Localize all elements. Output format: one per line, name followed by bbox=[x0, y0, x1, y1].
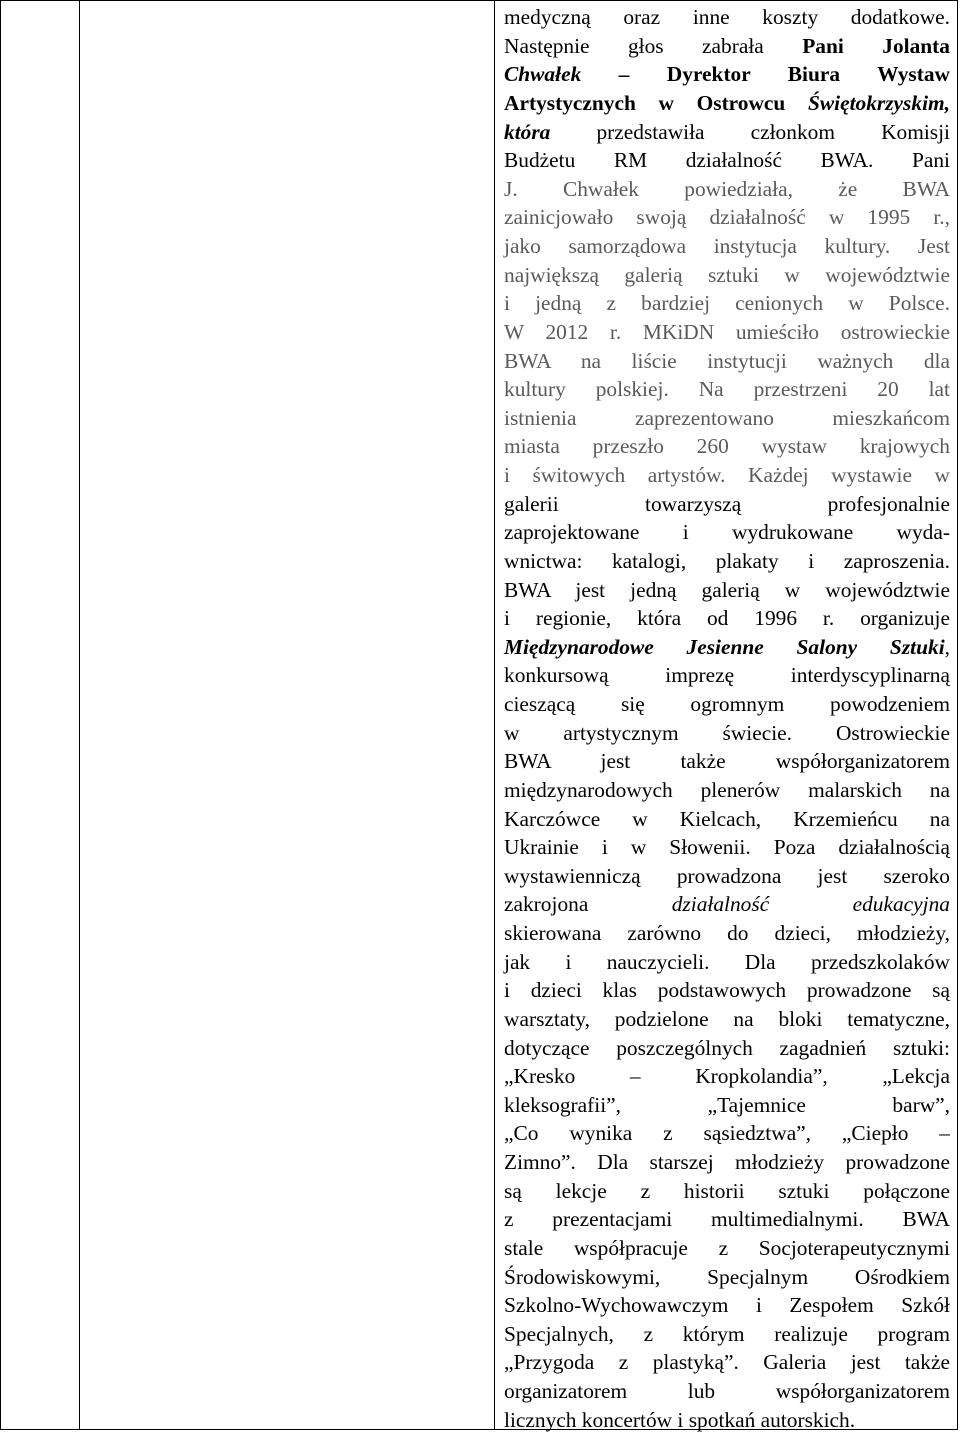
text-segment: Chwałek bbox=[504, 62, 582, 87]
text-line bbox=[504, 1263, 950, 1292]
text-line bbox=[504, 1406, 950, 1434]
text-segment: Ukrainie i w Słowenii. Poza działalnością bbox=[504, 835, 950, 860]
text-segment: jako samorządowa instytucja kultury. Jest bbox=[504, 234, 950, 258]
text-segment: licznych koncertów i spotkań autorskich. bbox=[504, 1407, 856, 1432]
text-line bbox=[504, 289, 950, 318]
text-line bbox=[504, 948, 950, 977]
text-segment: Międzynarodowe Jesienne Salony Sztuki bbox=[504, 634, 945, 659]
text-segment: skierowana zarówno do dzieci, młodzieży, bbox=[504, 921, 950, 945]
text-segment: Pani Jolanta bbox=[802, 33, 950, 58]
text-line bbox=[504, 661, 950, 690]
text-line bbox=[504, 118, 950, 147]
text-segment: Dyrektor Biura Wystaw bbox=[666, 62, 950, 87]
text-segment: i świtowych artystów. Każdej wystawie w bbox=[504, 463, 950, 487]
column-divider-1 bbox=[79, 1, 80, 1429]
text-line bbox=[504, 1034, 950, 1063]
text-segment: J. Chwałek powiedziała, że BWA bbox=[504, 176, 950, 201]
text-line bbox=[504, 747, 950, 776]
text-segment: Następnie głos zabrała bbox=[504, 33, 803, 58]
text-segment: kultury polskiej. Na przestrzeni 20 lat bbox=[504, 377, 950, 402]
text-segment: „Co wynika z sąsiedztwa”, „Ciepło – bbox=[504, 1121, 950, 1146]
text-line bbox=[504, 1177, 950, 1206]
text-line bbox=[504, 461, 950, 490]
text-line bbox=[504, 719, 950, 748]
text-line bbox=[504, 890, 950, 919]
text-line bbox=[504, 1205, 950, 1234]
text-line bbox=[504, 1377, 950, 1406]
text-segment: i jedną z bardziej cenionych w Polsce. bbox=[504, 291, 950, 316]
text-line bbox=[504, 490, 950, 519]
text-line bbox=[504, 976, 950, 1005]
text-segment: zainicjowało swoją działalność w 1995 r., bbox=[504, 205, 950, 230]
text-line bbox=[504, 232, 950, 261]
text-segment: z prezentacjami multimedialnymi. BWA bbox=[504, 1207, 950, 1232]
text-line bbox=[504, 633, 950, 662]
text-line bbox=[504, 1005, 950, 1034]
text-line bbox=[504, 547, 950, 576]
text-segment: istnienia zaprezentowano mieszkańcom bbox=[504, 405, 950, 430]
text-segment: miasta przeszło 260 wystaw krajowych bbox=[504, 434, 950, 459]
text-line bbox=[504, 576, 950, 605]
text-segment: Karczówce w Kielcach, Krzemieńcu na bbox=[504, 806, 950, 831]
text-segment: wnictwa: katalogi, plakaty i zaproszenia. bbox=[504, 548, 950, 573]
document-text-column bbox=[504, 3, 950, 1434]
text-segment: i regionie, która od 1996 r. organizuje bbox=[504, 606, 950, 631]
text-segment: Zimno”. Dla starszej młodzieży prowadzone bbox=[504, 1150, 950, 1174]
text-line bbox=[504, 776, 950, 805]
text-line bbox=[504, 1091, 950, 1120]
text-line bbox=[504, 32, 950, 61]
text-line bbox=[504, 518, 950, 547]
text-segment: która bbox=[504, 119, 551, 144]
text-segment: działalność edukacyjna bbox=[671, 892, 950, 917]
text-segment: są lekcje z historii sztuki połączone bbox=[504, 1178, 950, 1203]
text-segment: „Przygoda z plastyką”. Galeria jest także bbox=[504, 1350, 950, 1375]
text-line bbox=[504, 318, 950, 347]
text-line bbox=[504, 919, 950, 948]
text-segment: kleksografii”, „Tajemnice barw”, bbox=[504, 1092, 950, 1117]
text-segment: w artystycznym świecie. Ostrowieckie bbox=[504, 720, 950, 745]
text-segment: zaprojektowane i wydrukowane wyda- bbox=[504, 520, 950, 545]
text-line bbox=[504, 432, 950, 461]
text-segment: Artystycznych w Ostrowcu bbox=[504, 90, 808, 115]
text-line bbox=[504, 604, 950, 633]
text-line bbox=[504, 1320, 950, 1349]
text-segment: przedstawiła członkom Komisji bbox=[550, 119, 950, 144]
text-line bbox=[504, 203, 950, 232]
column-divider-2 bbox=[494, 1, 495, 1429]
text-segment: BWA na liście instytucji ważnych dla bbox=[504, 348, 950, 373]
text-line bbox=[504, 1062, 950, 1091]
text-line bbox=[504, 146, 950, 175]
text-segment: „Kresko – Kropkolandia”, „Lekcja bbox=[504, 1064, 950, 1089]
text-segment: medyczną oraz inne koszty dodatkowe. bbox=[504, 5, 950, 29]
text-segment: warsztaty, podzielone na bloki tematyczne, bbox=[504, 1006, 950, 1031]
text-line bbox=[504, 175, 950, 204]
text-line bbox=[504, 690, 950, 719]
text-segment: W 2012 r. MKiDN umieściło ostrowieckie bbox=[504, 319, 950, 344]
text-line bbox=[504, 404, 950, 433]
text-line bbox=[504, 375, 950, 404]
text-line bbox=[504, 3, 950, 32]
text-segment: stale współpracuje z Socjoterapeutycznymi bbox=[504, 1235, 950, 1260]
text-segment: międzynarodowych plenerów malarskich na bbox=[504, 777, 950, 802]
text-segment: Specjalnych, z którym realizuje program bbox=[504, 1321, 950, 1346]
text-segment: cieszącą się ogromnym powodzeniem bbox=[504, 692, 950, 716]
text-line bbox=[504, 1119, 950, 1148]
text-line bbox=[504, 89, 950, 118]
text-line bbox=[504, 833, 950, 862]
text-segment: i dzieci klas podstawowych prowadzone są bbox=[504, 978, 950, 1003]
text-segment: największą galerią sztuki w województwie bbox=[504, 262, 950, 287]
text-line bbox=[504, 1234, 950, 1263]
text-segment: konkursową imprezę interdyscyplinarną bbox=[504, 663, 950, 688]
text-segment: wystawienniczą prowadzona jest szeroko bbox=[504, 863, 950, 888]
text-segment: galerii towarzyszą profesjonalnie bbox=[504, 491, 950, 516]
text-segment: BWA jest także współorganizatorem bbox=[504, 749, 950, 774]
text-line bbox=[504, 347, 950, 376]
text-line bbox=[504, 805, 950, 834]
text-line bbox=[504, 1291, 950, 1320]
text-segment: BWA jest jedną galerią w województwie bbox=[504, 577, 950, 602]
text-segment: jak i nauczycieli. Dla przedszkolaków bbox=[504, 949, 950, 974]
text-segment: , bbox=[944, 634, 950, 659]
text-segment: dotyczące poszczególnych zagadnień sztuki: bbox=[504, 1035, 950, 1060]
text-line bbox=[504, 1348, 950, 1377]
text-line bbox=[504, 1148, 950, 1177]
text-line bbox=[504, 862, 950, 891]
text-line bbox=[504, 60, 950, 89]
text-segment: zakrojona bbox=[504, 892, 672, 917]
text-segment: Budżetu RM działalność BWA. Pani bbox=[504, 148, 950, 173]
text-segment: organizatorem lub współorganizatorem bbox=[504, 1379, 950, 1403]
text-segment: Środowiskowymi, Specjalnym Ośrodkiem bbox=[504, 1264, 950, 1289]
text-segment: Szkolno-Wychowawczym i Zespołem Szkół bbox=[504, 1293, 950, 1318]
text-line bbox=[504, 261, 950, 290]
text-segment: – bbox=[581, 62, 667, 87]
text-segment: Świętokrzyskim, bbox=[807, 90, 950, 115]
